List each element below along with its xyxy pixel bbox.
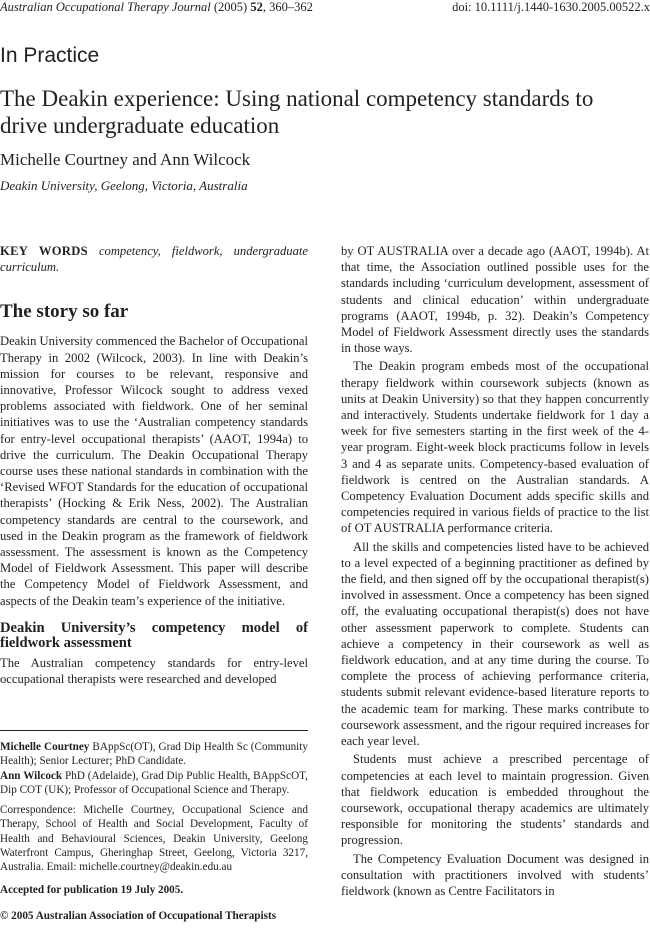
section-heading: The story so far: [0, 301, 129, 323]
doi: doi: 10.1111/j.1440-1630.2005.00522.x: [452, 0, 650, 14]
author-name: Ann Wilcock: [0, 769, 63, 782]
section-label: In Practice: [0, 44, 100, 67]
affiliation: Deakin University, Geelong, Victoria, Australia: [0, 178, 248, 193]
article-title: The Deakin experience: Using national competency standards to drive undergraduate education: [0, 86, 594, 138]
author-name: Michelle Courtney: [0, 741, 90, 753]
author-bio-courtney: [0, 740, 308, 797]
copyright: © 2005 Australian Association of Occupational Therapists: [0, 909, 277, 922]
journal-name: Australian Occupational Therapy Journal: [0, 0, 211, 14]
journal-pages: , 360–362: [262, 0, 313, 14]
body-paragraph: Students must achieve a prescribed percentage of competencies at each level to maintain progression. Given that fieldwork education is embedded throughout the coursework, occupational therapy academics are ultimately responsible for monitoring the students’ standards and progression.: [341, 752, 649, 848]
accepted-date: Accepted for publication 19 July 2005.: [0, 883, 184, 896]
authors: Michelle Courtney and Ann Wilcock: [0, 150, 251, 169]
left-column: [0, 243, 308, 687]
keywords-label: KEY WORDS: [0, 244, 88, 258]
journal-volume: 52: [250, 0, 263, 14]
correspondence: Correspondence: Michelle Courtney, Occupational Science and Therapy, School of Health and Social Development, Faculty of Health and Behavioural Sciences, Deakin University, Geelong Waterfront Campus, Gheringhap Street, Geelong, Victoria 3217, Australia. Email: michelle.courtney@deakin.edu.au: [0, 804, 308, 874]
keywords-text: competency, fieldwork, undergraduate curriculum.: [0, 244, 308, 275]
body-paragraph: The Competency Evaluation Document was designed in consultation with practitioners involved with students’ fieldwork (known as Centre Facilitators in: [341, 851, 649, 898]
author-notes: [0, 730, 308, 929]
running-head: [0, 0, 650, 16]
journal-citation: [0, 0, 313, 15]
body-paragraph: by OT AUSTRALIA over a decade ago (AAOT, 1994b). At that time, the Association outlined possible uses for the standards including ‘curriculum development, assessment of students and clinical education’ within undergraduate programs (AAOT, 1994b, p. 32). Deakin’s Competency Model of Fieldwork Assessment directly uses the standards in those ways.: [341, 244, 649, 356]
author-credentials: PhD (Adelaide), Grad Dip Public Health, BAppScOT, Dip COT (UK); Professor of Occupational Science and Therapy.: [0, 769, 308, 796]
right-column: [341, 243, 649, 899]
body-paragraph: All the skills and competencies listed have to be achieved to a level expected of a beginning practitioner as defined by the field, and then signed off by the occupational therapist(s) involved in assessment. Once a competency has been signed off, the evaluating occupational therapist(s) does not have other assessment paperwork to complete. Students can achieve a competency in their coursework as well as fieldwork education, and at any time during the course. To complete the process of achieving performance criteria, students submit relevant evidence-based literature reports to the academic team for marking. These marks contribute to coursework assessment, and the rigour required increases for each year level.: [341, 539, 649, 749]
body-paragraph: The Deakin program embeds most of the occupational therapy fieldwork within coursework subjects (known as units at Deakin University) so that they happen concurrently and interactively. Students undertake fieldwork for 1 day a week for five semesters starting in the first week of the 4-year program. Eight-week block practicums follow in levels 3 and 4 as separate units. Competency-based evaluation of fieldwork is centred on the Australian standards. A Competency Evaluation Document adds specific skills and competencies required in various fields of practice to the list of OT AUSTRALIA performance criteria.: [341, 359, 649, 536]
body-paragraph: Deakin University commenced the Bachelor of Occupational Therapy in 2002 (Wilcock, 2003). In line with Deakin’s mission for courses to be relevant, responsive and innovative, Professor Wilcock sought to address vexed problems associated with fieldwork. One of her seminal initiatives was to use the ‘Australian competency standards for entry-level occupational therapists’ (AAOT, 1994a) to drive the curriculum. The Deakin Occupational Therapy course uses these national standards in combination with the ‘Revised WFOT Standards for the education of occupational therapists’ (Hocking & Erik Ness, 2002). The Australian competency standards are central to the coursework, and used in the Deakin program as the framework of fieldwork assessment. The assessment is known as the Competency Model of Fieldwork Assessment. This paper will describe the Competency Model of Fieldwork Assessment, and aspects of the Deakin team’s experience of the initiative.: [0, 334, 308, 608]
keywords: [0, 243, 308, 275]
body-paragraph: The Australian competency standards for entry-level occupational therapists were researched and developed: [0, 655, 308, 687]
subsection-heading: Deakin University’s competency model of fieldwork assessment: [0, 619, 308, 651]
journal-year: (2005): [213, 0, 248, 14]
author-credentials: BAppSc(OT), Grad Dip Health Sc (Community Health); Senior Lecturer; PhD Candidate.: [0, 741, 308, 768]
